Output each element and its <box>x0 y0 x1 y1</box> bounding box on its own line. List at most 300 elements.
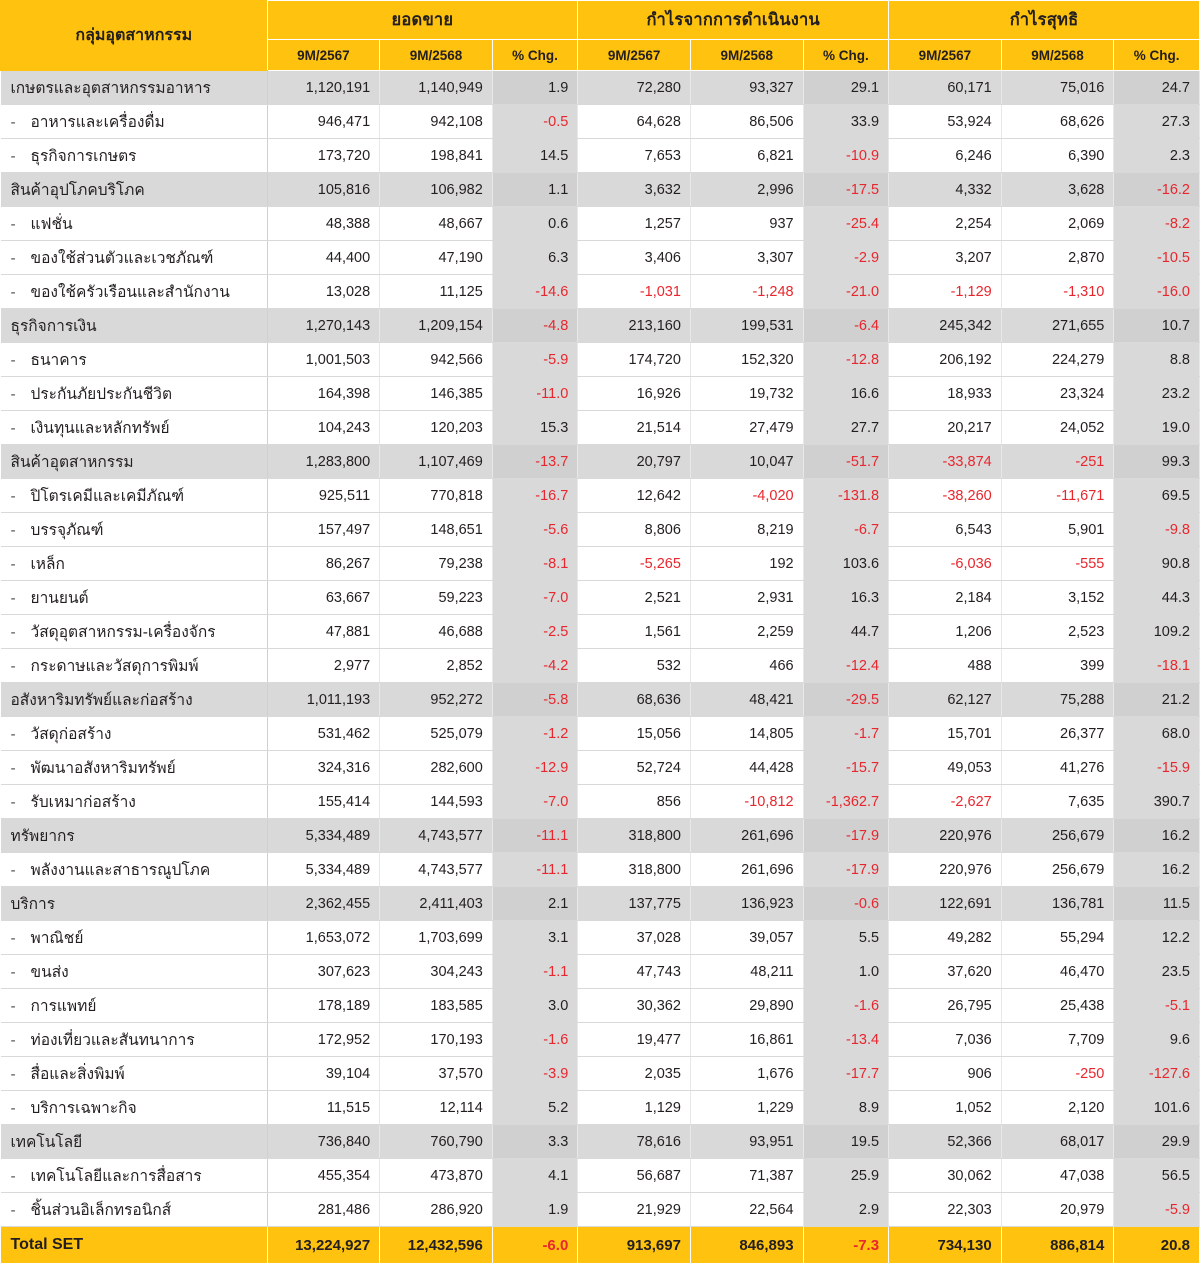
subsector-dash: - <box>10 148 16 165</box>
cell-ยอดขาย-9M/2567: 173,720 <box>267 139 380 173</box>
cell-กำไรสุทธิ-9M/2568: 886,814 <box>1001 1227 1114 1264</box>
cell-กำไรจากการดำเนินงาน-9M/2567: 30,362 <box>578 989 691 1023</box>
cell-กำไรจากการดำเนินงาน-pct-Chg: 5.5 <box>803 921 889 955</box>
cell-กำไรจากการดำเนินงาน-pct-Chg: -17.7 <box>803 1057 889 1091</box>
subsector-name: อาหารและเครื่องดื่ม <box>30 114 165 131</box>
cell-กำไรจากการดำเนินงาน-pct-Chg: -17.9 <box>803 819 889 853</box>
cell-กำไรสุทธิ-pct-Chg: -9.8 <box>1114 513 1200 547</box>
cell-ยอดขาย-pct-Chg: -1.6 <box>492 1023 577 1057</box>
cell-กำไรจากการดำเนินงาน-pct-Chg: 33.9 <box>803 105 889 139</box>
table-row <box>1 785 1200 819</box>
cell-ยอดขาย-9M/2567: 178,189 <box>267 989 380 1023</box>
cell-กำไรจากการดำเนินงาน-9M/2568: 152,320 <box>690 343 803 377</box>
header-group-sales: ยอดขาย <box>267 1 578 40</box>
cell-ยอดขาย-9M/2568: 4,743,577 <box>380 819 493 853</box>
cell-กำไรจากการดำเนินงาน-9M/2567: 68,636 <box>578 683 691 717</box>
cell-กำไรจากการดำเนินงาน-pct-Chg: 19.5 <box>803 1125 889 1159</box>
table-row <box>1 1023 1200 1057</box>
cell-ยอดขาย-pct-Chg: -11.1 <box>492 853 577 887</box>
cell-ยอดขาย-9M/2568: 760,790 <box>380 1125 493 1159</box>
cell-ยอดขาย-9M/2568: 106,982 <box>380 173 493 207</box>
cell-กำไรจากการดำเนินงาน-pct-Chg: -7.3 <box>803 1227 889 1264</box>
cell-กำไรจากการดำเนินงาน-pct-Chg: -17.5 <box>803 173 889 207</box>
cell-ยอดขาย-pct-Chg: -12.9 <box>492 751 577 785</box>
table-row <box>1 105 1200 139</box>
cell-กำไรจากการดำเนินงาน-9M/2567: 318,800 <box>578 819 691 853</box>
cell-กำไรจากการดำเนินงาน-9M/2568: 6,821 <box>690 139 803 173</box>
table-row <box>1 921 1200 955</box>
cell-กำไรสุทธิ-9M/2567: 6,543 <box>889 513 1002 547</box>
subsector-dash: - <box>10 624 16 641</box>
cell-กำไรสุทธิ-9M/2567: -38,260 <box>889 479 1002 513</box>
cell-ยอดขาย-9M/2568: 1,140,949 <box>380 71 493 105</box>
subsector-dash: - <box>10 658 16 675</box>
cell-กำไรสุทธิ-9M/2568: 25,438 <box>1001 989 1114 1023</box>
cell-กำไรสุทธิ-pct-Chg: 23.5 <box>1114 955 1200 989</box>
cell-กำไรจากการดำเนินงาน-pct-Chg: 25.9 <box>803 1159 889 1193</box>
cell-ยอดขาย-9M/2568: 47,190 <box>380 241 493 275</box>
subsector-dash: - <box>10 522 16 539</box>
cell-กำไรจากการดำเนินงาน-9M/2567: 16,926 <box>578 377 691 411</box>
cell-กำไรสุทธิ-pct-Chg: 20.8 <box>1114 1227 1200 1264</box>
cell-กำไรจากการดำเนินงาน-9M/2567: 72,280 <box>578 71 691 105</box>
cell-กำไรจากการดำเนินงาน-pct-Chg: -13.4 <box>803 1023 889 1057</box>
row-label-subsector <box>1 343 268 377</box>
cell-กำไรสุทธิ-9M/2567: 6,246 <box>889 139 1002 173</box>
cell-กำไรจากการดำเนินงาน-9M/2568: 48,421 <box>690 683 803 717</box>
table-header <box>1 1 1200 71</box>
cell-ยอดขาย-9M/2567: 1,120,191 <box>267 71 380 105</box>
subsector-dash: - <box>10 726 16 743</box>
table-row <box>1 819 1200 853</box>
table-row <box>1 581 1200 615</box>
cell-กำไรจากการดำเนินงาน-pct-Chg: 29.1 <box>803 71 889 105</box>
cell-กำไรจากการดำเนินงาน-9M/2567: -1,031 <box>578 275 691 309</box>
cell-กำไรจากการดำเนินงาน-9M/2567: 3,406 <box>578 241 691 275</box>
cell-กำไรจากการดำเนินงาน-pct-Chg: -12.4 <box>803 649 889 683</box>
subsector-dash: - <box>10 760 16 777</box>
subsector-dash: - <box>10 556 16 573</box>
cell-กำไรสุทธิ-9M/2568: 224,279 <box>1001 343 1114 377</box>
subsector-dash: - <box>10 998 16 1015</box>
cell-กำไรสุทธิ-9M/2567: 1,206 <box>889 615 1002 649</box>
cell-กำไรสุทธิ-9M/2567: 245,342 <box>889 309 1002 343</box>
cell-ยอดขาย-9M/2568: 1,107,469 <box>380 445 493 479</box>
subsector-name: พาณิชย์ <box>30 930 84 947</box>
cell-กำไรจากการดำเนินงาน-9M/2567: 174,720 <box>578 343 691 377</box>
cell-กำไรจากการดำเนินงาน-pct-Chg: -6.4 <box>803 309 889 343</box>
subsector-dash: - <box>10 488 16 505</box>
cell-กำไรจากการดำเนินงาน-pct-Chg: 103.6 <box>803 547 889 581</box>
cell-ยอดขาย-9M/2567: 13,028 <box>267 275 380 309</box>
table-row <box>1 275 1200 309</box>
row-label-subsector <box>1 207 268 241</box>
table-row <box>1 445 1200 479</box>
cell-ยอดขาย-9M/2567: 281,486 <box>267 1193 380 1227</box>
cell-กำไรสุทธิ-9M/2568: -11,671 <box>1001 479 1114 513</box>
cell-ยอดขาย-9M/2568: 37,570 <box>380 1057 493 1091</box>
cell-กำไรสุทธิ-9M/2568: 75,016 <box>1001 71 1114 105</box>
cell-ยอดขาย-9M/2568: 12,432,596 <box>380 1227 493 1264</box>
cell-กำไรจากการดำเนินงาน-pct-Chg: 16.6 <box>803 377 889 411</box>
cell-กำไรจากการดำเนินงาน-9M/2568: 2,259 <box>690 615 803 649</box>
cell-กำไรสุทธิ-9M/2567: -1,129 <box>889 275 1002 309</box>
cell-กำไรจากการดำเนินงาน-9M/2568: 93,951 <box>690 1125 803 1159</box>
cell-ยอดขาย-9M/2568: 198,841 <box>380 139 493 173</box>
cell-ยอดขาย-pct-Chg: 3.1 <box>492 921 577 955</box>
cell-ยอดขาย-9M/2567: 1,001,503 <box>267 343 380 377</box>
cell-กำไรจากการดำเนินงาน-9M/2568: 136,923 <box>690 887 803 921</box>
cell-ยอดขาย-pct-Chg: -11.1 <box>492 819 577 853</box>
cell-กำไรจากการดำเนินงาน-9M/2568: 192 <box>690 547 803 581</box>
cell-ยอดขาย-9M/2567: 39,104 <box>267 1057 380 1091</box>
cell-กำไรสุทธิ-9M/2567: -6,036 <box>889 547 1002 581</box>
cell-กำไรสุทธิ-9M/2567: 206,192 <box>889 343 1002 377</box>
cell-กำไรสุทธิ-9M/2568: -1,310 <box>1001 275 1114 309</box>
subsector-name: เงินทุนและหลักทรัพย์ <box>30 420 170 437</box>
cell-กำไรสุทธิ-pct-Chg: 9.6 <box>1114 1023 1200 1057</box>
cell-ยอดขาย-9M/2568: 183,585 <box>380 989 493 1023</box>
cell-ยอดขาย-9M/2568: 1,209,154 <box>380 309 493 343</box>
cell-กำไรสุทธิ-9M/2567: 18,933 <box>889 377 1002 411</box>
cell-กำไรสุทธิ-pct-Chg: 390.7 <box>1114 785 1200 819</box>
cell-ยอดขาย-9M/2567: 13,224,927 <box>267 1227 380 1264</box>
cell-ยอดขาย-9M/2568: 59,223 <box>380 581 493 615</box>
cell-ยอดขาย-pct-Chg: 6.3 <box>492 241 577 275</box>
cell-กำไรจากการดำเนินงาน-9M/2568: 39,057 <box>690 921 803 955</box>
subsector-name: กระดาษและวัสดุการพิมพ์ <box>30 658 199 675</box>
cell-กำไรจากการดำเนินงาน-9M/2567: -5,265 <box>578 547 691 581</box>
cell-กำไรสุทธิ-9M/2568: 136,781 <box>1001 887 1114 921</box>
cell-กำไรสุทธิ-pct-Chg: 27.3 <box>1114 105 1200 139</box>
cell-กำไรสุทธิ-pct-Chg: 68.0 <box>1114 717 1200 751</box>
cell-กำไรสุทธิ-pct-Chg: 24.7 <box>1114 71 1200 105</box>
cell-กำไรสุทธิ-9M/2567: 3,207 <box>889 241 1002 275</box>
cell-กำไรสุทธิ-9M/2567: 220,976 <box>889 853 1002 887</box>
cell-ยอดขาย-9M/2567: 324,316 <box>267 751 380 785</box>
subsector-name: วัสดุอุตสาหกรรม-เครื่องจักร <box>30 624 216 641</box>
header-netprofit-9m2567: 9M/2567 <box>889 40 1002 71</box>
header-group-net-profit: กำไรสุทธิ <box>889 1 1200 40</box>
table-row <box>1 1091 1200 1125</box>
cell-ยอดขาย-pct-Chg: -4.8 <box>492 309 577 343</box>
cell-กำไรจากการดำเนินงาน-9M/2567: 8,806 <box>578 513 691 547</box>
cell-กำไรจากการดำเนินงาน-pct-Chg: -25.4 <box>803 207 889 241</box>
cell-กำไรสุทธิ-9M/2567: 49,282 <box>889 921 1002 955</box>
cell-กำไรจากการดำเนินงาน-9M/2568: 44,428 <box>690 751 803 785</box>
header-opprofit-9m2568: 9M/2568 <box>690 40 803 71</box>
cell-กำไรสุทธิ-9M/2568: 23,324 <box>1001 377 1114 411</box>
cell-กำไรจากการดำเนินงาน-pct-Chg: 44.7 <box>803 615 889 649</box>
table-body <box>1 71 1200 1264</box>
row-label-subsector <box>1 139 268 173</box>
cell-ยอดขาย-9M/2567: 2,977 <box>267 649 380 683</box>
table-row <box>1 309 1200 343</box>
subsector-dash: - <box>10 114 16 131</box>
table-row <box>1 139 1200 173</box>
cell-กำไรสุทธิ-pct-Chg: 11.5 <box>1114 887 1200 921</box>
cell-ยอดขาย-9M/2567: 5,334,489 <box>267 819 380 853</box>
cell-กำไรจากการดำเนินงาน-pct-Chg: -29.5 <box>803 683 889 717</box>
subsector-name: ของใช้ครัวเรือนและสำนักงาน <box>30 284 230 301</box>
cell-กำไรจากการดำเนินงาน-9M/2567: 532 <box>578 649 691 683</box>
table-row <box>1 853 1200 887</box>
cell-กำไรจากการดำเนินงาน-9M/2567: 37,028 <box>578 921 691 955</box>
cell-ยอดขาย-pct-Chg: 14.5 <box>492 139 577 173</box>
table-row <box>1 1193 1200 1227</box>
row-label-subsector <box>1 275 268 309</box>
cell-กำไรจากการดำเนินงาน-9M/2568: 71,387 <box>690 1159 803 1193</box>
cell-กำไรจากการดำเนินงาน-pct-Chg: -17.9 <box>803 853 889 887</box>
cell-กำไรสุทธิ-pct-Chg: 29.9 <box>1114 1125 1200 1159</box>
row-label-subsector <box>1 547 268 581</box>
row-label-subsector <box>1 1193 268 1227</box>
cell-กำไรจากการดำเนินงาน-9M/2568: 2,996 <box>690 173 803 207</box>
subsector-name: รับเหมาก่อสร้าง <box>30 794 136 811</box>
cell-ยอดขาย-pct-Chg: 3.3 <box>492 1125 577 1159</box>
subsector-name: พลังงานและสาธารณูปโภค <box>30 862 211 879</box>
cell-กำไรจากการดำเนินงาน-pct-Chg: -12.8 <box>803 343 889 377</box>
cell-ยอดขาย-9M/2568: 146,385 <box>380 377 493 411</box>
subsector-name: ชิ้นส่วนอิเล็กทรอนิกส์ <box>30 1202 172 1219</box>
cell-กำไรสุทธิ-9M/2567: 60,171 <box>889 71 1002 105</box>
row-label-sector: บริการ <box>1 887 268 921</box>
cell-กำไรสุทธิ-9M/2568: 399 <box>1001 649 1114 683</box>
cell-กำไรสุทธิ-9M/2568: 75,288 <box>1001 683 1114 717</box>
cell-กำไรจากการดำเนินงาน-9M/2568: 1,229 <box>690 1091 803 1125</box>
subsector-name: ยานยนต์ <box>30 590 89 607</box>
cell-กำไรสุทธิ-9M/2567: 906 <box>889 1057 1002 1091</box>
cell-กำไรจากการดำเนินงาน-9M/2568: 19,732 <box>690 377 803 411</box>
cell-ยอดขาย-9M/2567: 925,511 <box>267 479 380 513</box>
subsector-dash: - <box>10 386 16 403</box>
cell-ยอดขาย-9M/2567: 86,267 <box>267 547 380 581</box>
cell-กำไรจากการดำเนินงาน-pct-Chg: -131.8 <box>803 479 889 513</box>
cell-กำไรจากการดำเนินงาน-9M/2568: 93,327 <box>690 71 803 105</box>
cell-กำไรสุทธิ-pct-Chg: 16.2 <box>1114 819 1200 853</box>
table-row <box>1 989 1200 1023</box>
cell-กำไรจากการดำเนินงาน-9M/2568: 261,696 <box>690 819 803 853</box>
cell-กำไรจากการดำเนินงาน-9M/2567: 12,642 <box>578 479 691 513</box>
cell-กำไรสุทธิ-9M/2568: -251 <box>1001 445 1114 479</box>
cell-กำไรสุทธิ-pct-Chg: 8.8 <box>1114 343 1200 377</box>
cell-กำไรจากการดำเนินงาน-9M/2568: 86,506 <box>690 105 803 139</box>
cell-ยอดขาย-9M/2567: 1,011,193 <box>267 683 380 717</box>
cell-ยอดขาย-9M/2568: 4,743,577 <box>380 853 493 887</box>
row-label-subsector <box>1 513 268 547</box>
cell-กำไรสุทธิ-pct-Chg: 2.3 <box>1114 139 1200 173</box>
table-row <box>1 343 1200 377</box>
cell-ยอดขาย-pct-Chg: -2.5 <box>492 615 577 649</box>
cell-กำไรสุทธิ-9M/2567: 220,976 <box>889 819 1002 853</box>
cell-กำไรจากการดำเนินงาน-9M/2568: 48,211 <box>690 955 803 989</box>
cell-ยอดขาย-9M/2568: 148,651 <box>380 513 493 547</box>
cell-ยอดขาย-9M/2568: 286,920 <box>380 1193 493 1227</box>
table-row <box>1 377 1200 411</box>
cell-ยอดขาย-9M/2567: 1,283,800 <box>267 445 380 479</box>
cell-ยอดขาย-pct-Chg: -0.5 <box>492 105 577 139</box>
header-sales-9m2567: 9M/2567 <box>267 40 380 71</box>
row-label-sector: เกษตรและอุตสาหกรรมอาหาร <box>1 71 268 105</box>
cell-ยอดขาย-pct-Chg: 3.0 <box>492 989 577 1023</box>
table-row <box>1 207 1200 241</box>
row-label-subsector <box>1 785 268 819</box>
cell-กำไรจากการดำเนินงาน-9M/2568: 14,805 <box>690 717 803 751</box>
row-label-subsector <box>1 241 268 275</box>
cell-กำไรจากการดำเนินงาน-pct-Chg: -1.6 <box>803 989 889 1023</box>
row-label-subsector <box>1 1023 268 1057</box>
cell-กำไรสุทธิ-pct-Chg: 90.8 <box>1114 547 1200 581</box>
cell-กำไรสุทธิ-pct-Chg: 10.7 <box>1114 309 1200 343</box>
subsector-name: แฟชั่น <box>30 216 73 233</box>
cell-กำไรจากการดำเนินงาน-9M/2568: 1,676 <box>690 1057 803 1091</box>
cell-กำไรสุทธิ-pct-Chg: 21.2 <box>1114 683 1200 717</box>
cell-กำไรสุทธิ-9M/2567: 122,691 <box>889 887 1002 921</box>
cell-ยอดขาย-9M/2568: 304,243 <box>380 955 493 989</box>
cell-กำไรสุทธิ-9M/2568: 55,294 <box>1001 921 1114 955</box>
cell-กำไรสุทธิ-9M/2568: 3,628 <box>1001 173 1114 207</box>
cell-ยอดขาย-9M/2567: 736,840 <box>267 1125 380 1159</box>
cell-กำไรสุทธิ-9M/2568: 68,017 <box>1001 1125 1114 1159</box>
cell-กำไรสุทธิ-9M/2567: -2,627 <box>889 785 1002 819</box>
table-row <box>1 717 1200 751</box>
subsector-name: เหล็ก <box>30 556 65 573</box>
cell-กำไรจากการดำเนินงาน-9M/2568: -10,812 <box>690 785 803 819</box>
row-label-subsector <box>1 615 268 649</box>
cell-ยอดขาย-9M/2568: 770,818 <box>380 479 493 513</box>
cell-ยอดขาย-9M/2568: 11,125 <box>380 275 493 309</box>
subsector-name: วัสดุก่อสร้าง <box>30 726 112 743</box>
cell-ยอดขาย-pct-Chg: 15.3 <box>492 411 577 445</box>
header-opprofit-pct-chg: % Chg. <box>803 40 889 71</box>
cell-กำไรสุทธิ-pct-Chg: -10.5 <box>1114 241 1200 275</box>
subsector-name: บริการเฉพาะกิจ <box>30 1100 137 1117</box>
cell-กำไรสุทธิ-pct-Chg: 12.2 <box>1114 921 1200 955</box>
subsector-name: ท่องเที่ยวและสันทนาการ <box>30 1032 195 1049</box>
cell-กำไรจากการดำเนินงาน-9M/2568: -1,248 <box>690 275 803 309</box>
table-row <box>1 1057 1200 1091</box>
table-row <box>1 683 1200 717</box>
table-row <box>1 411 1200 445</box>
row-label-subsector <box>1 649 268 683</box>
cell-กำไรจากการดำเนินงาน-9M/2567: 15,056 <box>578 717 691 751</box>
cell-ยอดขาย-9M/2568: 2,411,403 <box>380 887 493 921</box>
subsector-name: ธนาคาร <box>30 352 87 369</box>
subsector-dash: - <box>10 352 16 369</box>
cell-กำไรสุทธิ-9M/2567: 4,332 <box>889 173 1002 207</box>
header-opprofit-9m2567: 9M/2567 <box>578 40 691 71</box>
cell-ยอดขาย-9M/2567: 44,400 <box>267 241 380 275</box>
cell-กำไรจากการดำเนินงาน-9M/2567: 21,929 <box>578 1193 691 1227</box>
cell-กำไรจากการดำเนินงาน-pct-Chg: -51.7 <box>803 445 889 479</box>
cell-ยอดขาย-pct-Chg: -5.9 <box>492 343 577 377</box>
table-row <box>1 513 1200 547</box>
subsector-name: การแพทย์ <box>30 998 97 1015</box>
cell-กำไรจากการดำเนินงาน-pct-Chg: -6.7 <box>803 513 889 547</box>
cell-กำไรสุทธิ-pct-Chg: 44.3 <box>1114 581 1200 615</box>
cell-กำไรจากการดำเนินงาน-9M/2568: 199,531 <box>690 309 803 343</box>
cell-ยอดขาย-9M/2568: 79,238 <box>380 547 493 581</box>
cell-ยอดขาย-pct-Chg: -7.0 <box>492 581 577 615</box>
cell-กำไรสุทธิ-pct-Chg: -5.1 <box>1114 989 1200 1023</box>
cell-กำไรสุทธิ-9M/2568: 26,377 <box>1001 717 1114 751</box>
cell-กำไรสุทธิ-9M/2567: 15,701 <box>889 717 1002 751</box>
cell-ยอดขาย-9M/2567: 105,816 <box>267 173 380 207</box>
cell-กำไรจากการดำเนินงาน-pct-Chg: -15.7 <box>803 751 889 785</box>
header-netprofit-pct-chg: % Chg. <box>1114 40 1200 71</box>
subsector-dash: - <box>10 862 16 879</box>
cell-กำไรสุทธิ-pct-Chg: 56.5 <box>1114 1159 1200 1193</box>
cell-ยอดขาย-9M/2568: 120,203 <box>380 411 493 445</box>
table-row <box>1 241 1200 275</box>
cell-กำไรจากการดำเนินงาน-9M/2567: 19,477 <box>578 1023 691 1057</box>
cell-กำไรจากการดำเนินงาน-9M/2567: 213,160 <box>578 309 691 343</box>
cell-กำไรสุทธิ-9M/2568: 7,635 <box>1001 785 1114 819</box>
cell-กำไรจากการดำเนินงาน-9M/2567: 2,035 <box>578 1057 691 1091</box>
cell-ยอดขาย-pct-Chg: 5.2 <box>492 1091 577 1125</box>
cell-กำไรจากการดำเนินงาน-9M/2567: 64,628 <box>578 105 691 139</box>
row-label-subsector <box>1 479 268 513</box>
cell-ยอดขาย-9M/2567: 48,388 <box>267 207 380 241</box>
cell-กำไรจากการดำเนินงาน-9M/2568: 937 <box>690 207 803 241</box>
cell-กำไรสุทธิ-9M/2567: 734,130 <box>889 1227 1002 1264</box>
subsector-dash: - <box>10 216 16 233</box>
cell-กำไรสุทธิ-9M/2567: 20,217 <box>889 411 1002 445</box>
cell-กำไรจากการดำเนินงาน-pct-Chg: 2.9 <box>803 1193 889 1227</box>
cell-กำไรจากการดำเนินงาน-9M/2567: 1,129 <box>578 1091 691 1125</box>
table-row-total <box>1 1227 1200 1264</box>
subsector-dash: - <box>10 1100 16 1117</box>
cell-กำไรจากการดำเนินงาน-9M/2567: 47,743 <box>578 955 691 989</box>
subsector-name: ปิโตรเคมีและเคมีภัณฑ์ <box>30 488 185 505</box>
cell-กำไรสุทธิ-9M/2568: 256,679 <box>1001 819 1114 853</box>
cell-กำไรสุทธิ-9M/2567: 30,062 <box>889 1159 1002 1193</box>
cell-กำไรจากการดำเนินงาน-9M/2568: 27,479 <box>690 411 803 445</box>
row-label-subsector <box>1 105 268 139</box>
cell-กำไรสุทธิ-9M/2568: 2,069 <box>1001 207 1114 241</box>
cell-ยอดขาย-9M/2568: 473,870 <box>380 1159 493 1193</box>
cell-กำไรจากการดำเนินงาน-pct-Chg: 1.0 <box>803 955 889 989</box>
cell-กำไรจากการดำเนินงาน-pct-Chg: -1.7 <box>803 717 889 751</box>
cell-ยอดขาย-9M/2568: 942,108 <box>380 105 493 139</box>
table-row <box>1 615 1200 649</box>
cell-กำไรสุทธิ-9M/2568: 46,470 <box>1001 955 1114 989</box>
cell-ยอดขาย-9M/2568: 942,566 <box>380 343 493 377</box>
cell-ยอดขาย-9M/2568: 144,593 <box>380 785 493 819</box>
cell-กำไรสุทธิ-9M/2568: 2,523 <box>1001 615 1114 649</box>
cell-กำไรสุทธิ-9M/2568: 6,390 <box>1001 139 1114 173</box>
cell-กำไรจากการดำเนินงาน-9M/2567: 56,687 <box>578 1159 691 1193</box>
subsector-name: ธุรกิจการเกษตร <box>30 148 137 165</box>
cell-กำไรสุทธิ-9M/2567: 62,127 <box>889 683 1002 717</box>
row-label-subsector <box>1 955 268 989</box>
cell-ยอดขาย-9M/2567: 63,667 <box>267 581 380 615</box>
row-label-subsector <box>1 1057 268 1091</box>
cell-กำไรสุทธิ-9M/2567: 22,303 <box>889 1193 1002 1227</box>
cell-ยอดขาย-9M/2567: 155,414 <box>267 785 380 819</box>
cell-ยอดขาย-pct-Chg: -13.7 <box>492 445 577 479</box>
cell-กำไรสุทธิ-9M/2567: 7,036 <box>889 1023 1002 1057</box>
cell-ยอดขาย-pct-Chg: -11.0 <box>492 377 577 411</box>
cell-ยอดขาย-9M/2567: 307,623 <box>267 955 380 989</box>
cell-ยอดขาย-pct-Chg: 1.9 <box>492 71 577 105</box>
subsector-dash: - <box>10 1202 16 1219</box>
cell-กำไรจากการดำเนินงาน-9M/2567: 1,561 <box>578 615 691 649</box>
cell-ยอดขาย-pct-Chg: 1.1 <box>492 173 577 207</box>
cell-ยอดขาย-9M/2568: 170,193 <box>380 1023 493 1057</box>
cell-กำไรจากการดำเนินงาน-9M/2568: -4,020 <box>690 479 803 513</box>
cell-กำไรจากการดำเนินงาน-9M/2567: 78,616 <box>578 1125 691 1159</box>
